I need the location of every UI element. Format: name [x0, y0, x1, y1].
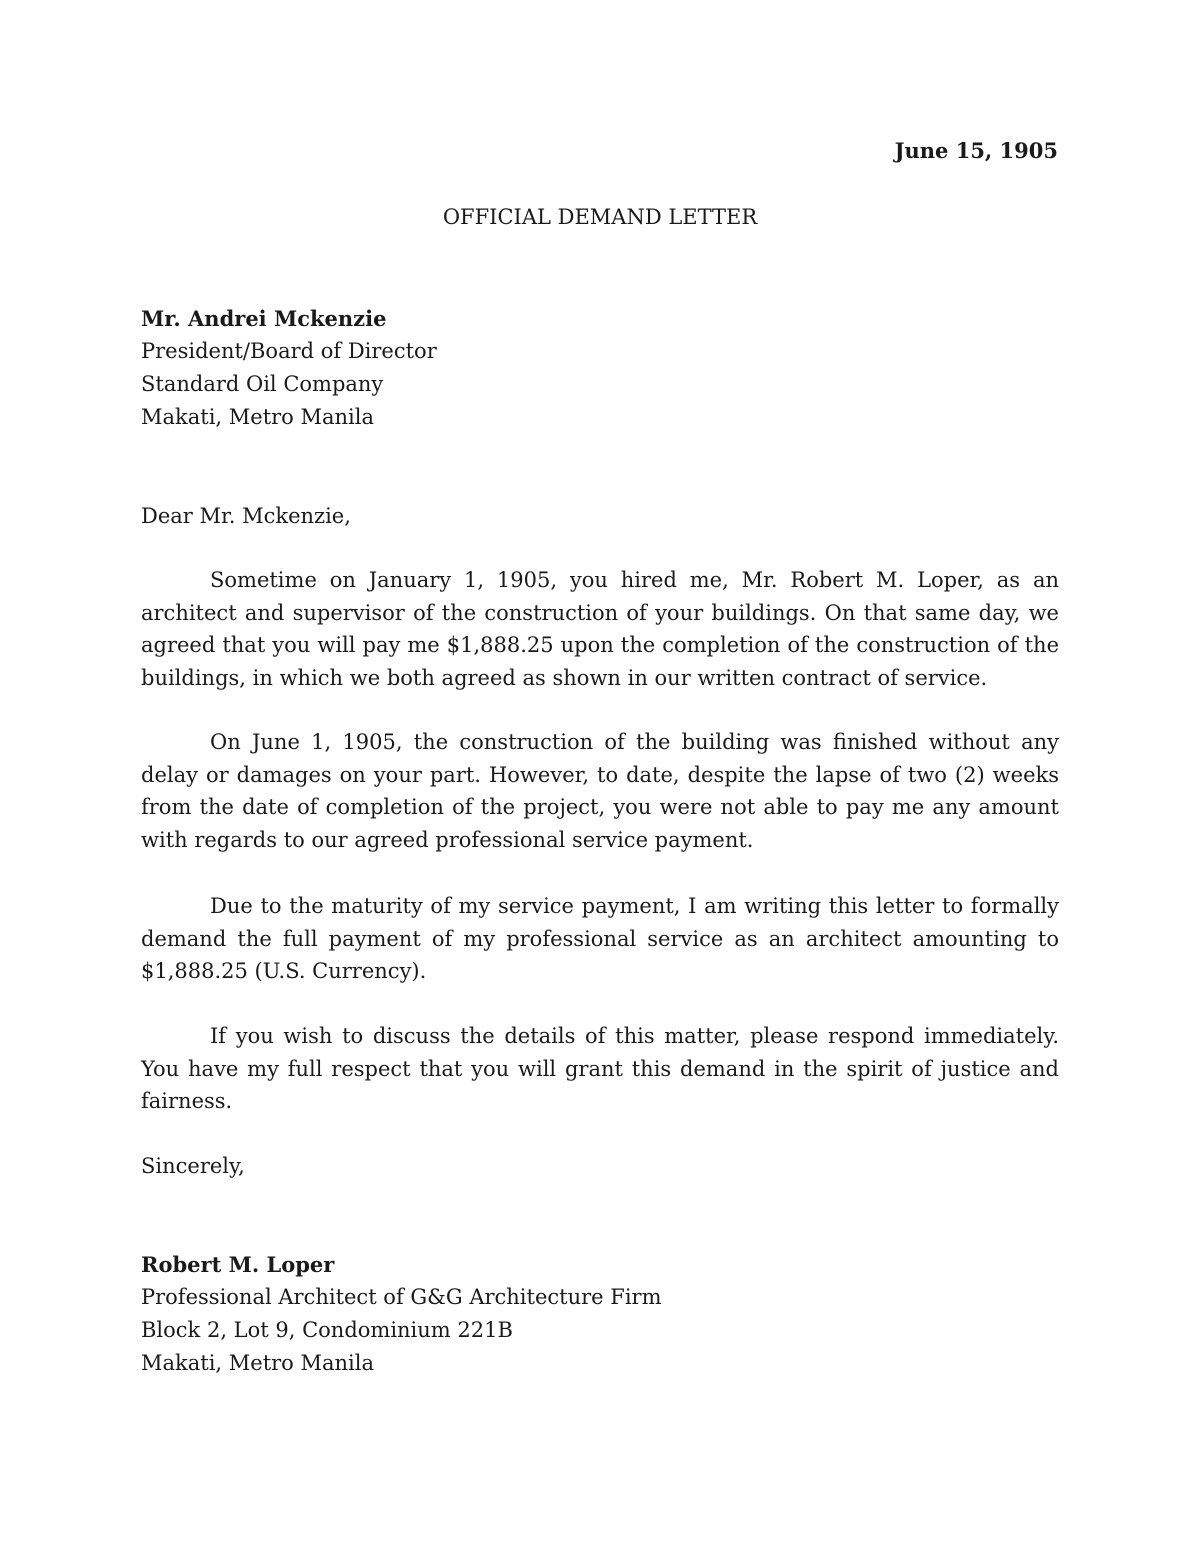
paragraph-text: Sometime on January 1, 1905, you hired me, Mr. Robert M. Loper, as an architect and supervisor of the construction of your buildings. On that same day, we agreed that you will pay me $1,888.25 upon the completion of the construction of the buildings, in which we both agreed as shown in our written contract of service. — [141, 568, 1059, 690]
sender-address-line1: Block 2, Lot 9, Condominium 221B — [141, 1318, 513, 1342]
sender-title: Professional Architect of G&G Architecture Firm — [141, 1285, 662, 1309]
recipient-name: Mr. Andrei Mckenzie — [141, 306, 387, 331]
paragraph-text: If you wish to discuss the details of this matter, please respond immediately. You have my full respect that you will grant this demand in the spirit of justice and fairness. — [141, 1024, 1059, 1113]
paragraph-text: Due to the maturity of my service payment, I am writing this letter to formally demand the full payment of my professional service as an architect amounting to $1,888.25 (U.S. Currency). — [141, 894, 1059, 983]
recipient-address: Makati, Metro Manila — [141, 405, 374, 429]
closing-text: Sincerely, — [141, 1154, 245, 1178]
letter-title: OFFICIAL DEMAND LETTER — [442, 205, 758, 229]
recipient-position: President/Board of Director — [141, 339, 437, 363]
paragraph-text: On June 1, 1905, the construction of the building was finished without any delay or damages on your part. However, to date, despite the lapse of two (2) weeks from the date of completion of the project, you were not able to pay me any amount with regards to our agreed professional service payment. — [141, 730, 1059, 852]
recipient-block — [141, 302, 437, 434]
closing — [141, 1150, 245, 1183]
body-paragraph-4 — [141, 1020, 1059, 1118]
sender-address-line2: Makati, Metro Manila — [141, 1351, 374, 1375]
sender-name: Robert M. Loper — [141, 1252, 335, 1277]
body-paragraph-1 — [141, 564, 1059, 694]
body-paragraph-2 — [141, 726, 1059, 856]
salutation — [141, 500, 351, 533]
recipient-company: Standard Oil Company — [141, 372, 384, 396]
letter-date: June 15, 1905 — [894, 138, 1058, 163]
salutation-text: Dear Mr. Mckenzie, — [141, 504, 351, 528]
signature-block — [141, 1248, 662, 1380]
body-paragraph-3 — [141, 890, 1059, 988]
